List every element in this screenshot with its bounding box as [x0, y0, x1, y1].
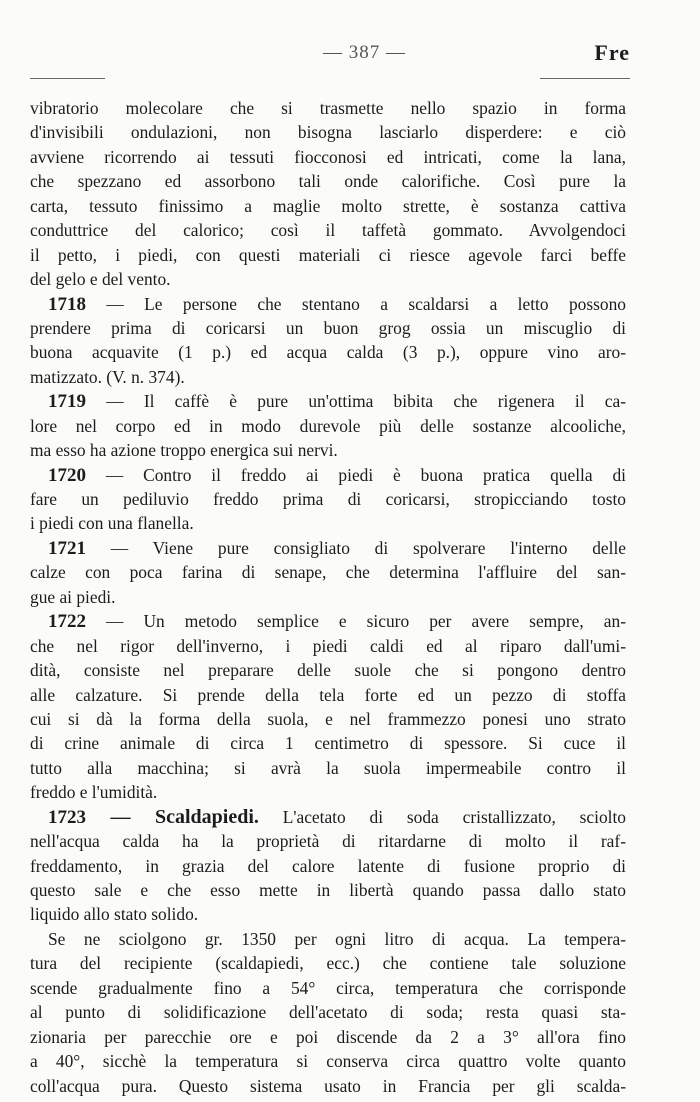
- text-line: [30, 585, 626, 609]
- paragraph-number: 1720: [48, 464, 86, 486]
- text-line: [30, 902, 626, 926]
- text-line: [30, 1049, 626, 1073]
- text-line: [30, 707, 626, 731]
- line-text: vibratorio molecolare che si trasmette nello spazio in forma: [30, 98, 626, 118]
- line-text: nell'acqua calda ha la proprietà di ritardarne di molto il raf-: [30, 831, 626, 852]
- section-title: — Scaldapiedi.: [86, 805, 259, 828]
- page-number: — 387 —: [323, 42, 406, 63]
- page-header: [28, 42, 628, 72]
- line-text: freddamento, in grazia del calore latente di fusione proprio di: [30, 855, 626, 876]
- line-text: questo sale e che esso mette in libertà quando passa dallo stato: [30, 880, 626, 900]
- text-line: [30, 120, 626, 144]
- text-line: [30, 487, 626, 511]
- header-rule-right: [540, 78, 630, 79]
- line-text: — Un metodo semplice e sicuro per avere sempre, an-: [86, 611, 626, 632]
- line-text: freddo e l'umidità.: [30, 782, 158, 803]
- body-text: [30, 96, 626, 1098]
- running-head: Fre: [594, 40, 630, 65]
- text-line: [30, 927, 626, 951]
- text-line: [30, 658, 626, 682]
- text-line: [30, 267, 626, 291]
- line-text: scende gradualmente fino a 54° circa, temperatura che corrisponde: [30, 977, 626, 998]
- line-text: del gelo e del vento.: [30, 269, 171, 290]
- line-text: — Il caffè è pure un'ottima bibita che rigenera il ca-: [86, 391, 626, 412]
- text-line: [30, 634, 626, 658]
- text-line: [30, 463, 626, 487]
- line-text: — Contro il freddo ai piedi è buona pratica quella di: [86, 464, 626, 485]
- line-text: lore nel corpo ed in modo durevole più delle sostanze alcooliche,: [30, 415, 626, 436]
- line-text: gue ai piedi.: [30, 586, 116, 607]
- text-line: [30, 536, 626, 560]
- line-text: alle calzature. Si prende della tela forte ed un pezzo di stoffa: [30, 684, 626, 705]
- line-text: il petto, i piedi, con questi materiali ci riesce agevole farci beffe: [30, 244, 626, 265]
- line-text: cui si dà la forma della suola, e nel frammezzo ponesi uno strato: [30, 708, 626, 729]
- text-line: [30, 1025, 626, 1049]
- line-text: al punto di solidificazione dell'acetato di soda; resta quasi sta-: [30, 1002, 626, 1023]
- paragraph-number: 1722: [48, 611, 86, 633]
- line-text: zionaria per parecchie ore e poi discende da 2 a 3° all'ora fino: [30, 1026, 626, 1047]
- text-line: [30, 340, 626, 364]
- text-line: [30, 854, 626, 878]
- text-line: [30, 1000, 626, 1024]
- line-text: carta, tessuto finissimo a maglie molto strette, è sostanza cattiva: [30, 195, 626, 216]
- line-text: buona acquavite (1 p.) ed acqua calda (3 p.), oppure vino aro-: [30, 342, 626, 363]
- line-text: di crine animale di circa 1 centimetro di spessore. Si cuce il: [30, 733, 626, 754]
- text-line: [30, 878, 626, 902]
- line-text: avviene ricorrendo ai tessuti fiocconosi ed intricati, come la lana,: [30, 146, 626, 167]
- line-text: L'acetato di soda cristallizzato, sciolto: [258, 806, 626, 827]
- text-line: [30, 829, 626, 853]
- text-line: [30, 438, 626, 462]
- line-text: conduttrice del calorico; così il taffetà gommato. Avvolgendoci: [30, 220, 626, 241]
- text-line: [30, 683, 626, 707]
- text-line: [30, 243, 626, 267]
- text-line: [30, 560, 626, 584]
- text-line: [30, 96, 626, 120]
- text-line: [30, 365, 626, 389]
- line-text: tura del recipiente (scaldapiedi, ecc.) che contiene tale soluzione: [30, 953, 626, 974]
- text-line: [30, 292, 626, 316]
- text-line: [30, 316, 626, 340]
- text-line: [30, 976, 626, 1000]
- line-text: matizzato. (V. n. 374).: [30, 366, 185, 387]
- text-line: [30, 169, 626, 193]
- text-line: [30, 780, 626, 804]
- text-line: [30, 145, 626, 169]
- line-text: calze con poca farina di senape, che determina l'affluire del san-: [30, 562, 626, 583]
- text-line: [30, 511, 626, 535]
- line-text: ma esso ha azione troppo energica sui nervi.: [30, 440, 338, 461]
- line-text: coll'acqua pura. Questo sistema usato in Francia per gli scalda-: [30, 1075, 626, 1096]
- line-text: d'invisibili ondulazioni, non bisogna lasciarlo disperdere: e ciò: [30, 122, 626, 143]
- line-text: che spezzano ed assorbono tali onde calorifiche. Così pure la: [30, 171, 626, 192]
- paragraph-number: 1719: [48, 391, 86, 413]
- line-text: dità, consiste nel preparare delle suole che si pongono dentro: [30, 660, 626, 681]
- text-line: [30, 1074, 626, 1098]
- text-line: [30, 951, 626, 975]
- line-text: i piedi con una flanella.: [30, 513, 194, 534]
- header-rule-left: [30, 78, 105, 79]
- line-text: fare un pediluvio freddo prima di coricarsi, stropicciando tosto: [30, 489, 626, 509]
- paragraph-number: 1723: [48, 806, 86, 828]
- text-line: [30, 414, 626, 438]
- line-text: Se ne sciolgono gr. 1350 per ogni litro di acqua. La tempera-: [48, 928, 626, 949]
- text-line: [30, 731, 626, 755]
- line-text: tutto alla macchina; si avrà la suola impermeabile contro il: [30, 757, 626, 778]
- text-line: [30, 756, 626, 780]
- text-line: [30, 609, 626, 633]
- text-line: [30, 218, 626, 242]
- line-text: — Le persone che stentano a scaldarsi a letto possono: [86, 293, 626, 314]
- paragraph-number: 1721: [48, 537, 86, 559]
- text-line: [30, 805, 626, 829]
- line-text: che nel rigor dell'inverno, i piedi caldi ed al riparo dall'umi-: [30, 635, 626, 656]
- line-text: liquido allo stato solido.: [30, 904, 199, 925]
- text-line: [30, 194, 626, 218]
- text-line: [30, 389, 626, 413]
- line-text: — Viene pure consigliato di spolverare l'interno delle: [86, 537, 626, 558]
- line-text: a 40°, sicchè la temperatura si conserva circa quattro volte quanto: [30, 1051, 626, 1072]
- line-text: prendere prima di coricarsi un buon grog ossia un miscuglio di: [30, 317, 626, 338]
- paragraph-number: 1718: [48, 293, 86, 315]
